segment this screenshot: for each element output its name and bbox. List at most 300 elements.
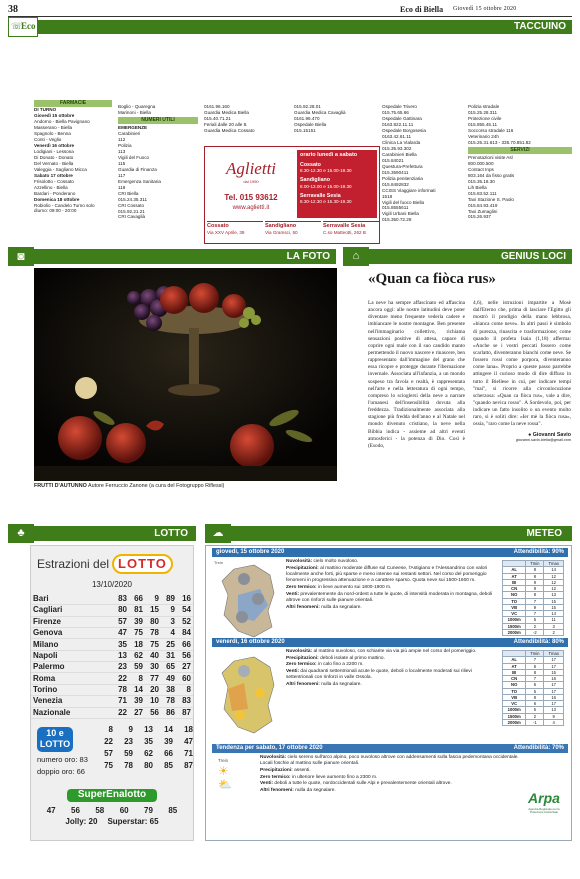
- temp-row: [503, 676, 564, 682]
- temp-cell: 5: [526, 617, 544, 623]
- lotto-number: 14: [134, 685, 143, 695]
- temp-cell: 12: [544, 579, 564, 585]
- temp-cell: 17: [544, 688, 564, 694]
- temp-cell: 9: [526, 579, 544, 585]
- temp-cell: 4: [544, 719, 564, 725]
- ad-since: dal 1950: [243, 179, 259, 185]
- temp-row: [503, 598, 564, 604]
- temp-cell: -2: [526, 629, 544, 635]
- numeri-utili-heading: NUMERI UTILI: [118, 117, 198, 124]
- temp-cell: 11: [544, 617, 564, 623]
- temp-cell: TO: [503, 688, 526, 694]
- lotto-number: 75: [150, 639, 159, 649]
- taccuino-line: Ospedale Borgosesia: [382, 127, 426, 133]
- superenalotto-number: 47: [46, 805, 56, 815]
- lotto-number: 9: [170, 605, 175, 615]
- ad-site[interactable]: www.agliettì.it: [232, 205, 270, 212]
- taccuino-line: 015.855.45.11: [468, 121, 498, 127]
- taccuino-line: 117: [118, 172, 126, 178]
- tenlotto-number: 18: [184, 725, 193, 735]
- lotto-city: Napoli: [33, 650, 58, 660]
- eco-logo: ☏ Eco: [8, 17, 38, 37]
- temp-row: [503, 592, 564, 598]
- taccuino-line: Robiolio - Candelo Turno solo: [34, 202, 95, 208]
- lotto-number: 59: [134, 662, 143, 672]
- superstar: Superstar: 65: [107, 816, 159, 826]
- taccuino-line: Carabinieri: [118, 130, 141, 136]
- tenlotto-number: 85: [164, 761, 173, 771]
- ad-brand-box: [208, 150, 294, 218]
- tenlotto-number: 87: [184, 761, 193, 771]
- taccuino-line: Protezione civile: [468, 115, 502, 121]
- taccuino-title: TACCUINO: [513, 21, 566, 32]
- article-col1: La neve ha sempre affascinato ed affascina ancora oggi: alle nostre latitudini deve poter diventare meno frequente vederla cadere e imbiancare le nostre montagne. Ben presente nell'immaginario collettivo, richiama sensazioni positive di attesa, capace di coprire ogni male con il suo candido manto permettendo il nuovo nascere e rinascere, ben rappresentato dall'immagine del grano che essa ricopre e protegge durante l'ibernazione invernale. Associata all'infanzia, a un mondo sospeso tra favola e realtà, è rappresentata nell'arte e nella letteratura di ogni tempo, compreso lo scioglersi della neve a narrare l'umanesi dell'insensibilità dovuta alla freddezza. Tradizionalmente associata alla stagione più fredda dell'anno e al Natale nel mondo divenuto cristiano, la neve nella Bibbia indica - assieme ad altri eventi atmosferici - la potenza di Dio. Così è (Esodo,: [368, 300, 465, 449]
- arpa-name: Arpa: [528, 790, 560, 806]
- temp-cell: VC: [503, 701, 526, 707]
- taccuino-line: Bardari - Ponderano: [34, 190, 76, 196]
- lotto-number: 9: [154, 593, 159, 603]
- article-headline: «Quan ca fiòca rus»: [368, 271, 496, 287]
- article-email: giovanni.savio.biella@gmail.com: [515, 438, 571, 443]
- lotto-number: 60: [182, 673, 191, 683]
- lotto-number: 22: [118, 673, 127, 683]
- lotto-number: 3: [170, 616, 175, 626]
- temp-cell: AT: [503, 663, 526, 669]
- day1-temp-table: [502, 560, 564, 636]
- lotto-number: 40: [150, 650, 159, 660]
- temp-cell: 9: [526, 586, 544, 592]
- temp-cell: 13: [544, 592, 564, 598]
- forecast-line: Zero termico: in ulteriore lieve aumento fino a 2300 m.: [260, 774, 378, 780]
- arpa-logo: [522, 790, 566, 830]
- lotto-date: 13/10/2020: [91, 580, 133, 590]
- lotto-number: 20: [150, 685, 159, 695]
- temp-row: [503, 694, 564, 700]
- estrazioni-label: Estrazioni del: [37, 556, 110, 571]
- temp-cell: 14: [544, 567, 564, 573]
- tenlotto-number: 66: [164, 749, 173, 759]
- lotto-row: [31, 662, 193, 673]
- day1-forecast: [286, 559, 496, 611]
- camera-icon: ◙: [8, 247, 34, 266]
- temp-cell: NO: [503, 682, 526, 688]
- tenlotto-numbers: [93, 725, 193, 771]
- forecast-line: Altri fenomeni: nulla da segnalare.: [286, 682, 362, 688]
- day2-header: venerdì, 16 ottobre 2020 Attendibilità: 80%: [212, 638, 568, 647]
- taccuino-line: 015.8555611: [382, 205, 409, 211]
- temp-cell: NO: [503, 592, 526, 598]
- day2-map: [214, 649, 282, 737]
- sun-icon: ☀: [218, 763, 229, 778]
- lotto-number: 71: [118, 696, 127, 706]
- taccuino-col2: [118, 104, 198, 220]
- tenlotto-number: 71: [184, 749, 193, 759]
- tenlotto-number: 39: [164, 737, 173, 747]
- ad-hours: orario lunedì a sabato Cossato 8.30-12.30 e 15.00-19.30 Sandigliano 8.00-13.00 e 15.00-19.30 Serravalle Sesia 8.30-12.30 e 15.30-19.30: [297, 150, 377, 218]
- superenalotto-numbers: [31, 806, 193, 816]
- tenlotto-number: 78: [124, 761, 133, 771]
- temp-row: [503, 623, 564, 629]
- lotto-row: [31, 650, 193, 661]
- taccuino-line: 015.26.937: [468, 214, 491, 220]
- day3-forecast: [260, 755, 530, 795]
- forecast-line: Altri fenomeni: nulla da segnalare.: [260, 788, 336, 794]
- taccuino-line: 0161.96.160: [204, 104, 230, 109]
- tenlotto-number: 59: [124, 749, 133, 759]
- temp-row: [503, 573, 564, 579]
- lotto-number: 38: [166, 685, 175, 695]
- lotto-header: [31, 546, 193, 574]
- superenalotto-number: 79: [144, 805, 153, 815]
- taccuino-line: EMERGENZE: [118, 124, 148, 130]
- lotto-number: 18: [134, 639, 143, 649]
- numero-oro: numero oro: 83: [37, 755, 88, 765]
- taccuino-col6: [468, 104, 572, 220]
- taccuino-line: Sabato 17 ottobre: [34, 172, 73, 178]
- forecast-line: Venti: prevalentemente da nord-ordest a tutte le quote, di intensità moderata in montagna, deboli altrove con rinforzi sulle pianure orientali.: [286, 591, 493, 603]
- tenlotto-number: 80: [144, 761, 153, 771]
- temp-row: [503, 657, 564, 663]
- taccuino-line: 015.35.93.302: [382, 145, 412, 151]
- article-author: ● Giovanni Savio: [528, 431, 571, 438]
- lotto-number: 66: [134, 593, 143, 603]
- temp-cell: 7: [526, 611, 544, 617]
- lotto-city: Venezia: [33, 696, 63, 706]
- forecast-line: Precipitazioni: assenti.: [260, 767, 311, 773]
- lotto-city: Nazionale: [33, 707, 71, 717]
- lotto-city: Genova: [33, 628, 63, 638]
- taccuino-line: Del Vernato - Biella: [34, 160, 74, 166]
- still-life-photo: [34, 268, 337, 481]
- superenalotto-number: 85: [168, 805, 178, 815]
- doppio-oro: doppio oro: 66: [37, 767, 85, 777]
- taccuino-line: Polizia: [118, 142, 132, 148]
- taccuino-line: 1518: [382, 193, 393, 199]
- lotto-number: 65: [166, 662, 175, 672]
- lotto-number: 52: [182, 616, 191, 626]
- superenalotto-number: 58: [95, 805, 105, 815]
- lotto-city: Milano: [33, 639, 59, 649]
- temp-cell: Tmin: [526, 651, 544, 657]
- lotto-number: 80: [150, 616, 159, 626]
- taccuino-line: Giovedì 15 ottobre: [34, 112, 75, 118]
- taccuino-line: CCISS Viaggiare informati: [382, 187, 436, 193]
- temp-row: [503, 669, 564, 675]
- lotto-city: Bari: [33, 593, 49, 603]
- phone-icon: ☏: [11, 21, 23, 31]
- temp-cell: 6: [526, 663, 544, 669]
- taccuino-line: Andorno - Biella Pavignano: [34, 118, 90, 124]
- taccuino-line: 015.24.35.311: [118, 196, 148, 202]
- taccuino-line: 015.25.31.613 - 335.70.851.82: [468, 139, 531, 145]
- taccuino-line: Spagnolo - Benna: [34, 130, 71, 136]
- temp-cell: Tmax: [544, 651, 564, 657]
- temp-cell: 15: [544, 598, 564, 604]
- lotto-number: 49: [166, 673, 175, 683]
- temp-cell: 16: [544, 676, 564, 682]
- taccuino-line: diurno: 09:00 - 20:00: [34, 208, 77, 214]
- taccuino-line: 015.84021: [382, 157, 404, 163]
- taccuino-line: Contact Inps: [468, 166, 494, 172]
- taccuino-line: Polizia penitenziaria: [382, 175, 423, 181]
- taccuino-col5: [382, 104, 462, 223]
- farmacie-heading: FARMACIE: [34, 100, 112, 107]
- taccuino-line: Frisolotto - Cossato: [34, 178, 74, 184]
- day1-header: giovedì, 15 ottobre 2020 Attendibilità: 90%: [212, 548, 568, 557]
- day3-header: Tendenza per sabato, 17 ottobre 2020 Attendibilità: 70%: [212, 744, 568, 753]
- meteo-day3: [212, 744, 568, 838]
- lotto-row: [31, 616, 193, 627]
- lotto-number: 57: [118, 616, 127, 626]
- taccuino-line: Guardia Medica Biella: [204, 109, 249, 115]
- taccuino-line: Guardia Medica Cavaglià: [294, 109, 346, 115]
- servizi-heading: SERVIZI: [468, 147, 572, 154]
- taccuino-line: CRI Cossato: [118, 202, 145, 208]
- lotto-city: Firenze: [33, 616, 62, 626]
- temp-cell: 15: [544, 669, 564, 675]
- lotto-number: 8: [186, 685, 191, 695]
- taccuino-line: Vigili del fuoco Biella: [382, 199, 425, 205]
- lotto-row: [31, 639, 193, 650]
- day3-icons: Trein ☀ ⛅: [218, 758, 248, 792]
- temp-cell: 1000m: [503, 707, 526, 713]
- taccuino-line: 015.8492832: [382, 181, 409, 187]
- taccuino-line: Venerdì 16 ottobre: [34, 142, 75, 148]
- paper-name: Eco di Biella: [400, 5, 444, 14]
- temp-cell: 14: [544, 611, 564, 617]
- lotto-row: [31, 605, 193, 616]
- tenlotto-number: 14: [164, 725, 173, 735]
- lotto-city: Torino: [33, 685, 58, 695]
- taccuino-line: Lodigiani - Lessona: [34, 148, 74, 154]
- superenalotto-number: 60: [119, 805, 129, 815]
- lotto-number: 16: [182, 593, 191, 603]
- taccuino-col3: [204, 104, 289, 134]
- lotto-number: 78: [166, 696, 175, 706]
- temple-icon: ⌂: [343, 247, 369, 266]
- lotto-logo: LOTTO: [112, 554, 173, 574]
- taccuino-line: Soccorso stradale 116: [468, 127, 514, 133]
- forecast-line: Venti: dai quadranti settentrionali acute le quote, deboli o localmente moderati sui rilievi settentrionali con rinforzi in valle Ossola.: [286, 669, 472, 681]
- temp-cell: 17: [544, 682, 564, 688]
- lotto-number: 35: [118, 639, 127, 649]
- temp-cell: 6: [526, 682, 544, 688]
- photo-caption: [34, 483, 337, 490]
- issue-date: Giovedì 15 ottobre 2020: [453, 6, 517, 12]
- tenlotto-section: [31, 725, 193, 787]
- taccuino-line: Vigili Urbani Biella: [382, 211, 419, 217]
- lafoto-band: [34, 249, 336, 264]
- tenlotto-number: 9: [128, 725, 133, 735]
- taccuino-line: 015.35.18.30: [468, 178, 495, 184]
- taccuino-line: 112: [118, 136, 126, 142]
- forecast-line: Altri fenomeni: nulla da segnalare.: [286, 604, 362, 610]
- tenlotto-number: 22: [104, 737, 113, 747]
- taccuino-line: Feriali dalle 20 alle 8.: [204, 121, 248, 127]
- lotto-row: [31, 627, 193, 638]
- temp-cell: VB: [503, 604, 526, 610]
- ad-phone: Tel. 015 93612: [224, 193, 278, 203]
- taccuino-line: Conti - Veglio: [34, 136, 62, 142]
- taccuino-line: 015.84.93.419: [468, 202, 498, 208]
- day2-temp-table: [502, 650, 564, 726]
- temp-cell: 5: [526, 707, 544, 713]
- temp-cell: 1000m: [503, 617, 526, 623]
- temp-cell: BI: [503, 669, 526, 675]
- temp-cell: 6: [526, 701, 544, 707]
- taccuino-line: 015.350.72.28: [382, 217, 412, 223]
- taccuino-line: CRI Cavaglià: [118, 214, 146, 220]
- taccuino-line: Domenica 18 ottobre: [34, 196, 80, 202]
- temp-cell: 7: [526, 657, 544, 663]
- temp-cell: 7: [526, 676, 544, 682]
- taccuino-line: Guardia di Finanza: [118, 166, 157, 172]
- taccuino-line: Vigili del Fuoco: [118, 154, 150, 160]
- temp-row: [503, 719, 564, 725]
- lotto-number: 23: [118, 662, 127, 672]
- lotto-number: 27: [182, 662, 191, 672]
- lotto-number: 56: [182, 650, 191, 660]
- taccuino-line: DI TURNO: [34, 107, 57, 112]
- tenlotto-number: 35: [144, 737, 153, 747]
- lotto-number: 84: [182, 628, 191, 638]
- lotto-city: Cagliari: [33, 605, 63, 615]
- lotto-number: 39: [134, 696, 143, 706]
- taccuino-line: Taxi Zumaglini: [468, 208, 498, 214]
- forecast-line: Precipitazioni: al mattino moderate diffuse sul Cuneese, l'Astigiano e l'Alessandrino con valori localmente anche forti, più sparse e meno intense sui restanti settori. Nel corso del pomeriggio fenomeni in progressiva attenuazione e a carattere sparso. Quota neve sui 1500-1600 m.: [286, 565, 488, 584]
- lotto-band: [34, 526, 196, 541]
- lotto-row: [31, 593, 193, 604]
- temp-row: [503, 586, 564, 592]
- tenlotto-number: 47: [184, 737, 193, 747]
- temp-cell: 12: [544, 586, 564, 592]
- temp-cell: 2: [526, 623, 544, 629]
- lotto-number: 31: [166, 650, 175, 660]
- lotto-number: 77: [150, 673, 159, 683]
- temp-cell: AL: [503, 567, 526, 573]
- temp-cell: Tmax: [544, 561, 564, 567]
- temp-cell: 8: [526, 694, 544, 700]
- taccuino-line: 015.75.65.66: [382, 109, 409, 115]
- lotto-number: 54: [182, 605, 191, 615]
- temp-cell: -1: [526, 719, 544, 725]
- taccuino-line: 015.15151: [294, 127, 316, 133]
- temp-cell: 2000m: [503, 719, 526, 725]
- temp-cell: 8: [526, 592, 544, 598]
- temp-cell: TO: [503, 598, 526, 604]
- taccuino-line: 015.83.52.111: [468, 190, 497, 196]
- temp-cell: 17: [544, 657, 564, 663]
- meteo-band: [230, 526, 572, 541]
- superenalotto-extras: [31, 817, 193, 827]
- day1-legend: Trein: [214, 560, 223, 565]
- lotto-number: 22: [118, 707, 127, 717]
- temp-cell: 2: [544, 629, 564, 635]
- temp-cell: 8: [526, 573, 544, 579]
- arpa-sub: Agenzia Regionale per la Protezione Ambientale: [528, 806, 560, 814]
- taccuino-line: Polizia stradale: [468, 104, 500, 109]
- lotto-number: 89: [166, 593, 175, 603]
- genius-title: GENIUS LOCI: [500, 251, 566, 262]
- tenlotto-number: 57: [104, 749, 113, 759]
- page-number: 38: [8, 4, 18, 15]
- forecast-line: Nuvolosità: cielo molto nuvoloso.: [286, 559, 359, 564]
- clover-icon: ♣: [8, 524, 34, 543]
- lotto-number: 81: [134, 605, 143, 615]
- lotto-number: 87: [182, 707, 191, 717]
- tenlotto-number: 23: [124, 737, 133, 747]
- superenalotto-number: 56: [71, 805, 80, 815]
- temp-cell: 9: [544, 713, 564, 719]
- temp-cell: Tmin: [526, 561, 544, 567]
- temp-cell: AL: [503, 657, 526, 663]
- temp-cell: VC: [503, 611, 526, 617]
- temp-cell: 16: [544, 694, 564, 700]
- taccuino-line: 015.40.71.21: [204, 115, 231, 121]
- aglietti-ad[interactable]: [204, 146, 380, 244]
- lotto-box: [30, 545, 194, 841]
- taccuino-line: 0163.822.11.11: [382, 121, 414, 127]
- taccuino-col1: [34, 100, 112, 214]
- temp-cell: 7: [526, 598, 544, 604]
- taccuino-line: Veterinario 24h: [468, 133, 499, 139]
- day1-map: [214, 559, 282, 641]
- lotto-city: Palermo: [33, 662, 65, 672]
- taccuino-line: Guardia Medica Cossato: [204, 127, 255, 133]
- taccuino-line: 015.92.21.21: [118, 208, 145, 214]
- caption-text: Autore Ferruccio Zanone (a cura del Fotogruppo Riflessi): [88, 483, 225, 489]
- lotto-number: 13: [118, 650, 127, 660]
- lotto-number: 75: [134, 628, 143, 638]
- lotto-city: Roma: [33, 673, 56, 683]
- lotto-number: 83: [118, 593, 127, 603]
- lotto-number: 10: [150, 696, 159, 706]
- lotto-number: 27: [134, 707, 143, 717]
- temp-cell: CN: [503, 586, 526, 592]
- page-header: [8, 3, 572, 17]
- taccuino-line: 113: [118, 148, 126, 154]
- genius-band: [368, 249, 572, 264]
- forecast-line: Precipitazioni: deboli isolate al primo mattino.: [286, 655, 385, 661]
- lotto-number: 86: [166, 707, 175, 717]
- taccuino-line: 800.000.500: [468, 160, 494, 166]
- forecast-line: Zero termico: in lieve aumento sui 1800-1900 m.: [286, 584, 392, 590]
- taccuino-line: Marinoni - Biella: [118, 109, 151, 115]
- tenlotto-number: 13: [144, 725, 153, 735]
- temp-row: [503, 688, 564, 694]
- taccuino-line: 803.164 da fisso gratis: [468, 172, 515, 178]
- taccuino-line: 015.25.28.311: [468, 109, 498, 115]
- lotto-number: 78: [118, 685, 127, 695]
- article-col2: 4,6), nelle istruzioni impartite a Mosè dall'Eterno che, prima di lasciare l'Egitto gli mostrò il prodigio della mano lebbrosa, «bianca come neve». In altri passi è simbolo di purezza, rinascita e trasformazione; come quando il profeta Isaia (1,18) afferma: «Anche se i vostri peccati fossero come scarlatto, diventeranno bianchi come neve. Se fossero rossi come porpora, diventeranno come lana». Proprio a queste passo parrebbe attingere il curioso modo di dire diffuso in tutto il Biellese in cui, per indicare tempi "mai", si ricorre alla circonlocuzione scherzosa: «Quan ca fiòca rus», vale a dire, "quando nevica rosso". A Sordevolo, poi, per indicare un fatto insolito o un evento molto raro, si è soliti dire: «Ier mè la fiòca rusa», ossia, "raro come la neve rossa". ● Giovanni Savio giovanni.savio.biella@gmail.com: [473, 300, 571, 443]
- taccuino-line: Ospedale Gattinara: [382, 115, 422, 121]
- tenlotto-logo: 10 e LOTTO: [37, 727, 73, 752]
- temp-cell: 17: [544, 701, 564, 707]
- taccuino-line: CRI Biella: [118, 190, 139, 196]
- temp-cell: 13: [544, 707, 564, 713]
- sun-cloud-icon: ⛅: [218, 778, 232, 791]
- day2-forecast: [286, 649, 496, 689]
- lotto-number: 8: [138, 673, 143, 683]
- temp-row: [503, 663, 564, 669]
- temp-cell: CN: [503, 676, 526, 682]
- taccuino-line: Lih Biella: [468, 184, 487, 190]
- taccuino-line: Questura-Prefettura: [382, 163, 423, 169]
- temp-row: [503, 579, 564, 585]
- lotto-number: 25: [166, 639, 175, 649]
- temp-row: [503, 567, 564, 573]
- temp-cell: 2000m: [503, 629, 526, 635]
